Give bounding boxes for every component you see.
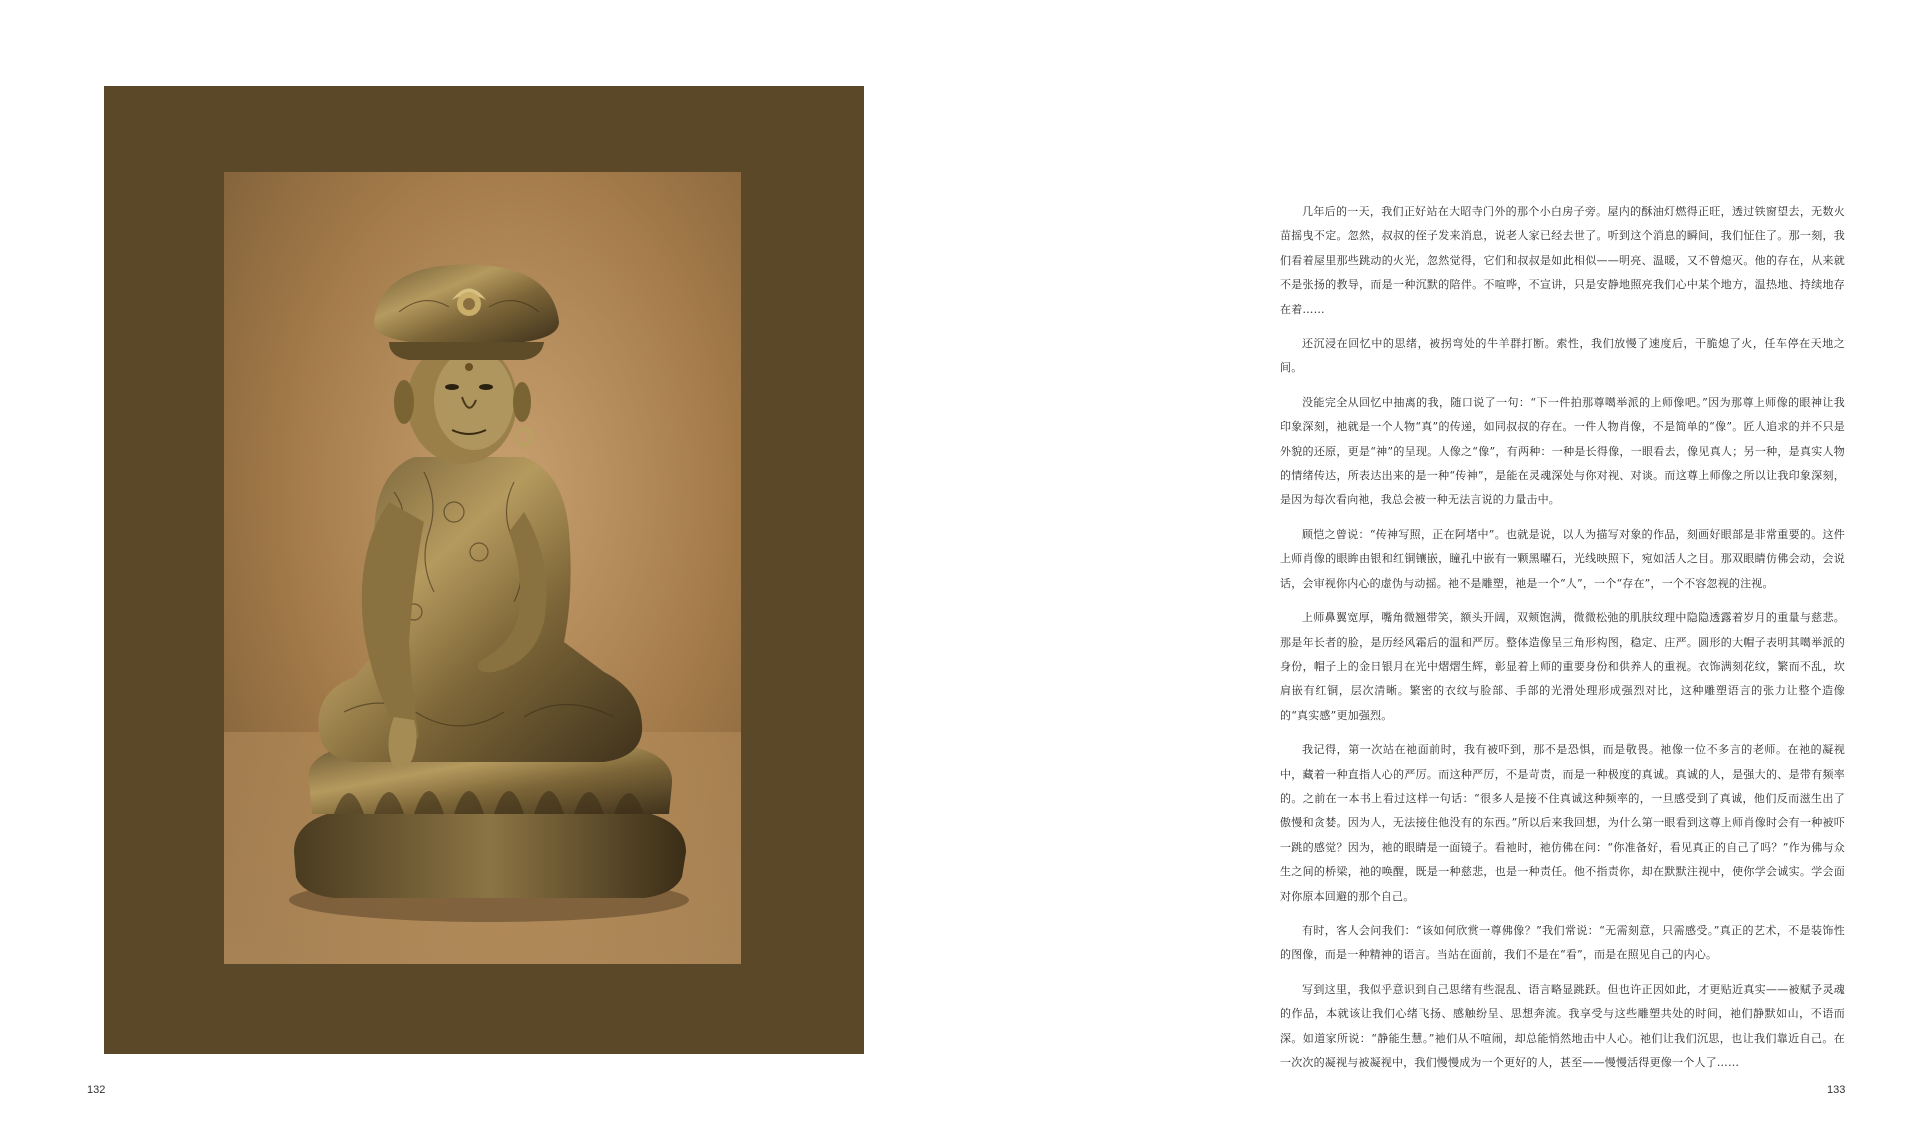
statue-photo xyxy=(224,172,741,964)
paragraph: 上师鼻翼宽厚，嘴角微翘带笑，额头开阔，双颊饱满，微微松弛的肌肤纹理中隐隐透露着岁月的重量与慈悲。那是年长者的脸，是历经风霜后的温和严厉。整体造像呈三角形构图，稳定、庄严。圆形的大帽子表明其噶举派的身份，帽子上的金日银月在光中熠熠生辉，彰显着上师的重要身份和供养人的重视。衣饰满刻花纹，繁而不乱，坎肩嵌有红铜，层次清晰。繁密的衣纹与脸部、手部的光滑处理形成强烈对比，这种雕塑语言的张力让整个造像的“真实感”更加强烈。 xyxy=(1280,611,1845,722)
paragraph: 写到这里，我似乎意识到自己思绪有些混乱、语言略显跳跃。但也许正因如此，才更贴近真实——被赋予灵魂的作品，本就该让我们心绪飞扬、感触纷呈、思想奔流。我享受与这些雕塑共处的时间，祂们静默如山，不语而深。如道家所说：“静能生慧。”祂们从不喧闹，却总能悄然地击中人心。祂们让我们沉思，也让我们靠近自己。在一次次的凝视与被凝视中，我们慢慢成为一个更好的人，甚至——慢慢活得更像一个人了…… xyxy=(1280,982,1845,1069)
paragraph: 几年后的一天，我们正好站在大昭寺门外的那个小白房子旁。屋内的酥油灯燃得正旺，透过铁窗望去，无数火苗摇曳不定。忽然，叔叔的侄子发来消息，说老人家已经去世了。听到这个消息的瞬间，我们怔住了。那一刻，我们看着屋里那些跳动的火光，忽然觉得，它们和叔叔是如此相似——明亮、温暖，又不曾熄灭。他的存在，从来就不是张扬的教导，而是一种沉默的陪伴。不喧哗，不宣讲，只是安静地照亮我们心中某个地方，温热地、持续地存在着…… xyxy=(1280,205,1845,316)
paragraph: 顾恺之曾说：“传神写照，正在阿堵中”。也就是说，以人为描写对象的作品，刻画好眼部是非常重要的。这件上师肖像的眼眸由银和红铜镶嵌，瞳孔中嵌有一颗黑曜石，光线映照下，宛如活人之目。那双眼睛仿佛会动，会说话，会审视你内心的虚伪与动摇。祂不是雕塑，祂是一个“人”，一个“存在”，一个不容忽视的注视。 xyxy=(1280,527,1845,590)
paragraph: 我记得，第一次站在祂面前时，我有被吓到，那不是恐惧，而是敬畏。祂像一位不多言的老师。在祂的凝视中，藏着一种直指人心的严厉。而这种严厉，不是苛责，而是一种极度的真诚。真诚的人，是强大的、是带有频率的。之前在一本书上看过这样一句话：“很多人是接不住真诚这种频率的，一旦感受到了真诚，他们反而滋生出了傲慢和贪婪。因为人，无法接住他没有的东西。”所以后来我回想，为什么第一眼看到这尊上师肖像时会有一种被吓一跳的感觉？因为，祂的眼睛是一面镜子。看祂时，祂仿佛在问：“你准备好，看见真正的自己了吗？”作为佛与众生之间的桥梁，祂的唤醒，既是一种慈悲，也是一种责任。他不指责你，却在默默注视中，使你学会诚实。学会面对你原本回避的那个自己。 xyxy=(1280,743,1845,903)
paragraph: 有时，客人会问我们：“该如何欣赏一尊佛像？”我们常说：“无需刻意，只需感受。”真正的艺术，不是装饰性的图像，而是一种精神的语言。当站在面前，我们不是在“看”，而是在照见自己的内心。 xyxy=(1280,923,1845,962)
page-number-left: 132 xyxy=(87,1084,106,1096)
statue-illustration xyxy=(224,172,741,964)
paragraph: 还沉浸在回忆中的思绪，被拐弯处的牛羊群打断。索性，我们放慢了速度后，干脆熄了火，任车停在天地之间。 xyxy=(1280,337,1845,375)
page-number-right: 133 xyxy=(1827,1084,1846,1096)
article-text xyxy=(1280,200,1845,1085)
paragraph: 没能完全从回忆中抽离的我，随口说了一句：“下一件拍那尊噶举派的上师像吧。”因为那尊上师像的眼神让我印象深刻，祂就是一个人物“真”的传递，如同叔叔的存在。一件人物肖像，不是简单的“像”。匠人追求的并不只是外貌的还原，更是“神”的呈现。人像之“像”，有两种：一种是长得像，一眼看去，像见真人；另一种，是真实人物的情绪传达，所表达出来的是一种“传神”，是能在灵魂深处与你对视、对谈。而这尊上师像之所以让我印象深刻，是因为每次看向祂，我总会被一种无法言说的力量击中。 xyxy=(1280,395,1845,507)
